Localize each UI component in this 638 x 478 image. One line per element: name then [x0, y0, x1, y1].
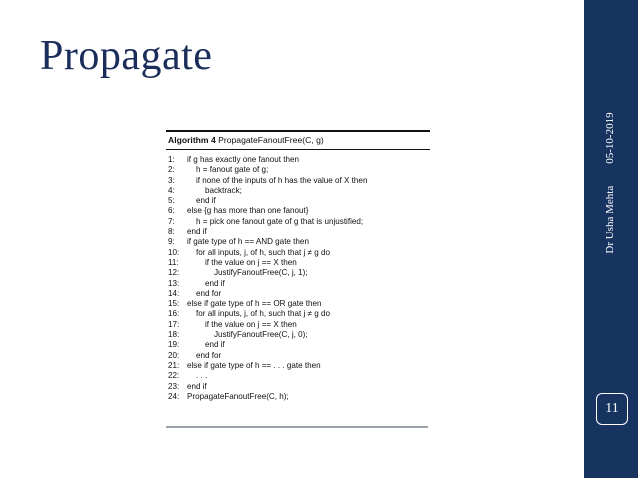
- line-number: 14:: [168, 288, 180, 298]
- line-text: PropagateFanoutFree(C, h);: [187, 391, 289, 401]
- algorithm-line: [168, 340, 430, 350]
- line-text: if gate type of h == AND gate then: [187, 237, 309, 247]
- line-number: 16:: [168, 309, 180, 319]
- algorithm-header-rule: [166, 149, 430, 150]
- line-text: JustifyFanoutFree(C, j, 0);: [214, 330, 308, 340]
- line-text: . . .: [196, 371, 208, 381]
- algorithm-name: PropagateFanoutFree(C, g): [218, 135, 324, 145]
- line-text: else if gate type of h == OR gate then: [187, 299, 322, 309]
- algorithm-line: [168, 186, 430, 196]
- line-number: 2:: [168, 165, 175, 175]
- slide-title: Propagate: [40, 33, 213, 79]
- line-text: JustifyFanoutFree(C, j, 1);: [214, 268, 308, 278]
- line-number: 3:: [168, 175, 175, 185]
- line-text: end for: [196, 350, 222, 360]
- line-text: else {g has more than one fanout}: [187, 206, 309, 216]
- algorithm-bottom-rule: [166, 426, 428, 428]
- line-number: 23:: [168, 381, 180, 391]
- algorithm-header: [168, 135, 324, 145]
- line-number: 21:: [168, 360, 180, 370]
- line-text: end if: [205, 278, 225, 288]
- line-number: 1:: [168, 155, 175, 164]
- line-number: 6:: [168, 206, 175, 216]
- line-text: if the value on j == X then: [205, 319, 297, 329]
- line-text: if none of the inputs of h has the value of X then: [196, 175, 368, 185]
- algorithm-line: [168, 351, 430, 361]
- author-label: Dr Usha Mehta: [604, 185, 616, 254]
- algorithm-line: [168, 392, 430, 402]
- algorithm-line: [168, 371, 430, 381]
- line-number: 7:: [168, 216, 175, 226]
- algorithm-line: [168, 361, 430, 371]
- algorithm-top-rule: [166, 130, 430, 132]
- line-number: 18:: [168, 330, 180, 340]
- date-label: 05-10-2019: [604, 112, 616, 164]
- line-number: 19:: [168, 340, 180, 350]
- algorithm-lines: [168, 155, 430, 402]
- line-number: 12:: [168, 268, 180, 278]
- algorithm-line: [168, 155, 430, 165]
- algorithm-line: [168, 299, 430, 309]
- line-text: end if: [187, 227, 207, 237]
- line-text: else if gate type of h == . . . gate then: [187, 360, 321, 370]
- line-number: 11:: [168, 257, 179, 267]
- line-number: 20:: [168, 350, 180, 360]
- line-number: 4:: [168, 185, 175, 195]
- algorithm-line: [168, 258, 430, 268]
- algorithm-line: [168, 237, 430, 247]
- algorithm-line: [168, 227, 430, 237]
- algorithm-line: [168, 382, 430, 392]
- line-text: if the value on j == X then: [205, 257, 297, 267]
- line-number: 24:: [168, 391, 180, 401]
- line-text: end for: [196, 288, 222, 298]
- line-text: h = pick one fanout gate of g that is unjustified;: [196, 216, 364, 226]
- algorithm-line: [168, 268, 430, 278]
- line-number: 22:: [168, 371, 180, 381]
- line-number: 15:: [168, 299, 180, 309]
- line-text: end if: [187, 381, 207, 391]
- algorithm-label: Algorithm 4: [168, 135, 216, 145]
- algorithm-line: [168, 206, 430, 216]
- algorithm-line: [168, 196, 430, 206]
- algorithm-line: [168, 279, 430, 289]
- line-text: h = fanout gate of g;: [196, 165, 269, 175]
- line-text: if g has exactly one fanout then: [187, 155, 300, 164]
- line-number: 10:: [168, 247, 180, 257]
- algorithm-line: [168, 217, 430, 227]
- algorithm-line: [168, 309, 430, 319]
- line-number: 8:: [168, 227, 175, 237]
- line-number: 13:: [168, 278, 180, 288]
- line-text: end if: [196, 196, 216, 206]
- line-text: for all inputs, j, of h, such that j ≠ g do: [196, 247, 331, 257]
- sidebar-meta: [590, 58, 630, 308]
- algorithm-line: [168, 248, 430, 258]
- line-number: 17:: [168, 319, 180, 329]
- algorithm-figure: [166, 130, 430, 430]
- algorithm-line: [168, 165, 430, 175]
- line-number: 9:: [168, 237, 175, 247]
- line-number: 5:: [168, 196, 175, 206]
- algorithm-line: [168, 320, 430, 330]
- page-number: 11: [596, 393, 628, 425]
- line-text: end if: [205, 340, 225, 350]
- algorithm-line: [168, 289, 430, 299]
- line-text: backtrack;: [205, 185, 242, 195]
- line-text: for all inputs, j, of h, such that j ≠ g do: [196, 309, 331, 319]
- algorithm-line: [168, 330, 430, 340]
- algorithm-line: [168, 176, 430, 186]
